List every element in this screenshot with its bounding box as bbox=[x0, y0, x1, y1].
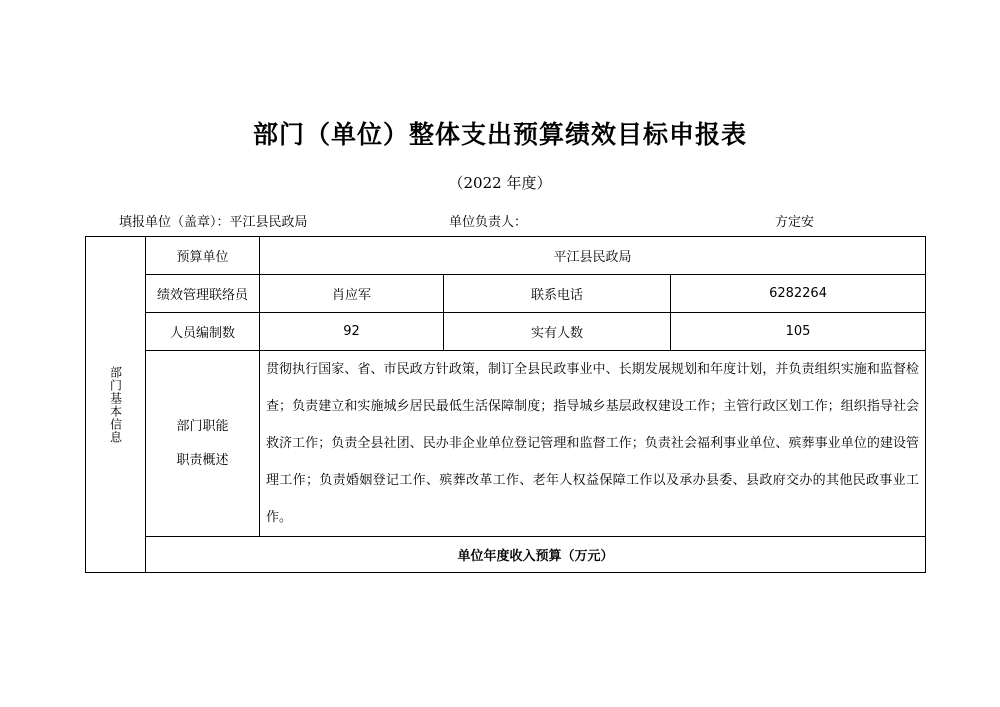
phone-value: 6282264 bbox=[671, 275, 926, 313]
table-row bbox=[86, 351, 926, 537]
document-title: 部门（单位）整体支出预算绩效目标申报表 bbox=[252, 120, 747, 149]
contact-label: 绩效管理联络员 bbox=[146, 275, 260, 313]
section-header-label: 部门基本信息 bbox=[108, 365, 123, 444]
table-row bbox=[86, 237, 926, 275]
actual-staff-value: 105 bbox=[671, 313, 926, 351]
contact-name: 肖应军 bbox=[260, 275, 444, 313]
staff-quota-value: 92 bbox=[260, 313, 444, 351]
duties-text: 贯彻执行国家、省、市民政方针政策，制订全县民政事业中、长期发展规划和年度计划，并负责组织实施和监督检查；负责建立和实施城乡居民最低生活保障制度；指导城乡基层政权建设工作；主管行政区划工作；组织指导社会救济工作；负责全县社团、民办非企业单位登记管理和监督工作；负责社会福利事业单位、殡葬事业单位的建设管理工作；负责婚姻登记工作、殡葬改革工作、老年人权益保障工作以及承办县委、县政府交办的其他民政事业工作。 bbox=[260, 351, 926, 537]
table-row bbox=[86, 275, 926, 313]
filing-unit: 填报单位（盖章）：平江县民政局 bbox=[119, 215, 308, 230]
section-header-cell bbox=[86, 237, 146, 573]
table-row bbox=[86, 313, 926, 351]
income-budget-label: 单位年度收入预算（万元） bbox=[146, 537, 926, 573]
budget-unit-label: 预算单位 bbox=[146, 237, 260, 275]
document-year: （2022 年度） bbox=[448, 174, 552, 192]
actual-staff-label: 实有人数 bbox=[444, 313, 671, 351]
duties-label-line2: 职责概述 bbox=[176, 452, 229, 468]
duties-label-line1: 部门职能 bbox=[176, 418, 229, 434]
responsible-name: 方定安 bbox=[775, 215, 815, 230]
responsible-label: 单位负责人： bbox=[449, 215, 528, 230]
phone-label: 联系电话 bbox=[444, 275, 671, 313]
table-row bbox=[86, 537, 926, 573]
budget-form-table bbox=[85, 236, 926, 573]
budget-unit-value: 平江县民政局 bbox=[260, 237, 926, 275]
staff-quota-label: 人员编制数 bbox=[146, 313, 260, 351]
duties-label-cell bbox=[146, 351, 260, 537]
